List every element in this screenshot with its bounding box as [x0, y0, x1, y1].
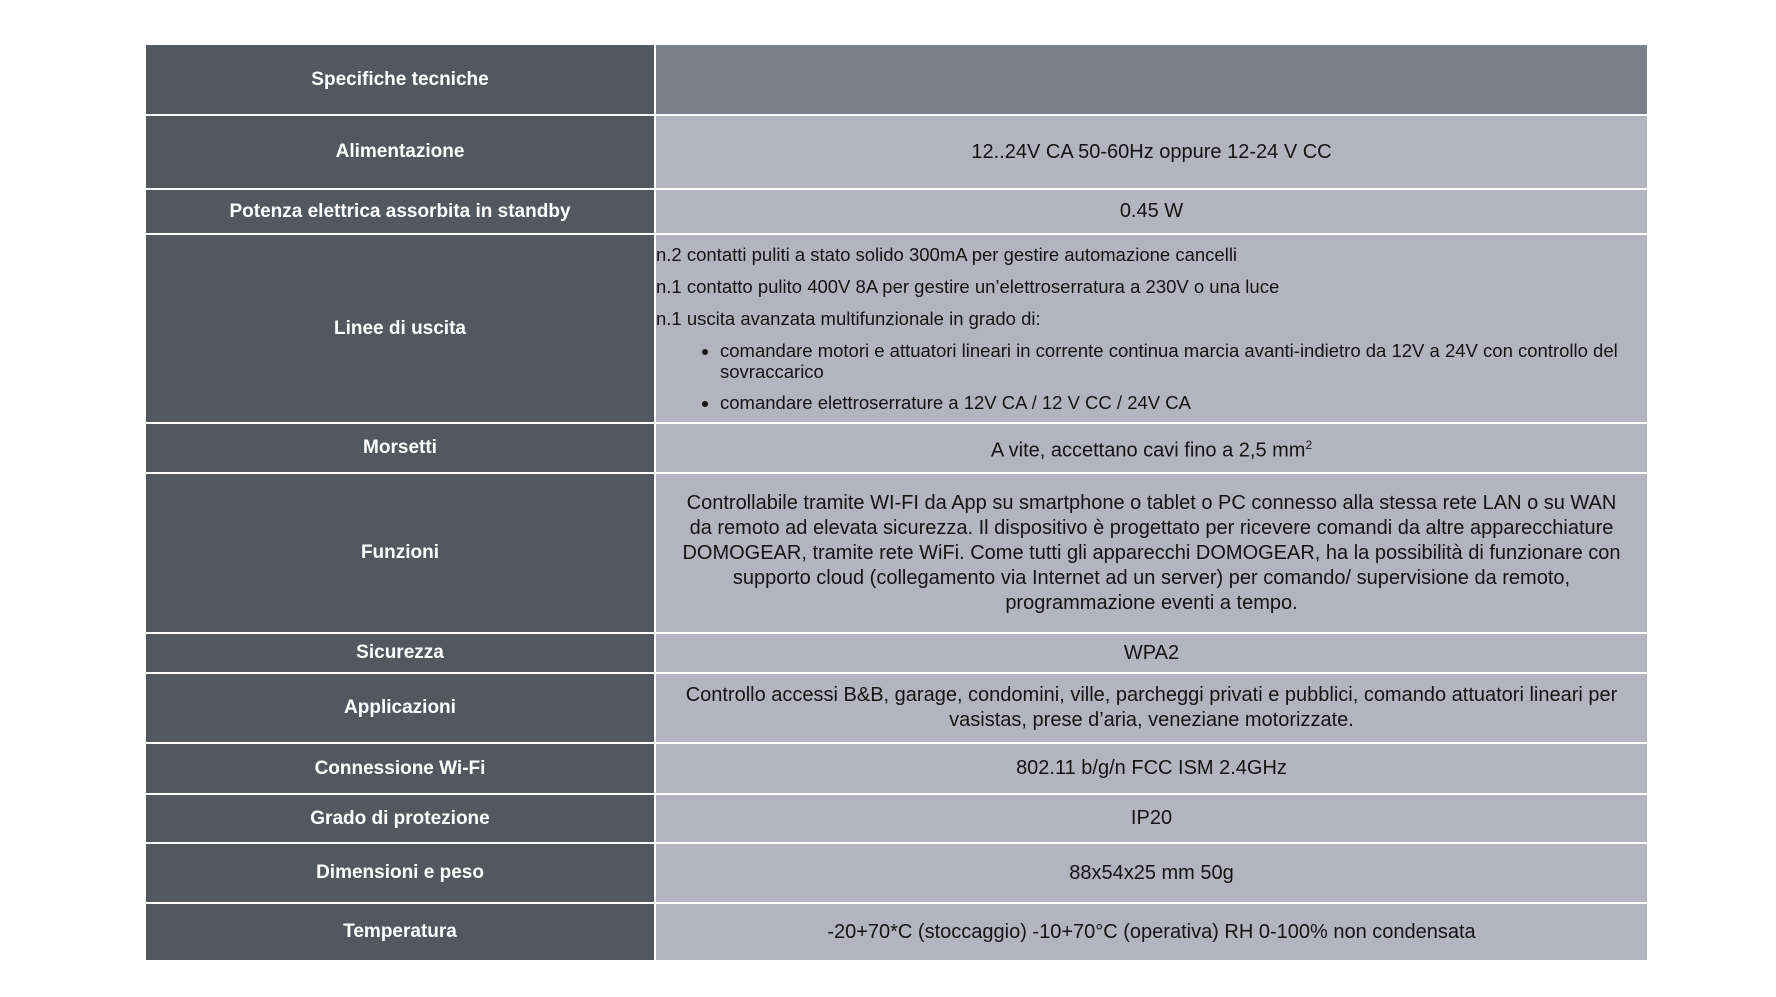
row-value: 0.45 W: [655, 189, 1648, 234]
list-item: • comandare elettroserrature a 12V CA / 12 V CC / 24V CA: [720, 392, 1647, 413]
row-value: 802.11 b/g/n FCC ISM 2.4GHz: [655, 743, 1648, 794]
row-dimensioni: [145, 843, 1648, 903]
output-line: n.1 contatto pulito 400V 8A per gestire un’elettroserratura a 230V o una luce: [656, 276, 1280, 297]
output-line: n.1 uscita avanzata multifunzionale in grado di:: [656, 308, 1041, 329]
row-value-list: [655, 234, 1648, 423]
row-label: Alimentazione: [145, 115, 655, 189]
row-label: Funzioni: [145, 473, 655, 633]
row-label: Linee di uscita: [145, 234, 655, 423]
row-funzioni: [145, 473, 1648, 633]
row-value: Controllo accessi B&B, garage, condomini, ville, parcheggi privati e pubblici, comando attuatori lineari per vasistas, prese d’aria, veneziane motorizzate.: [655, 673, 1648, 743]
row-value: IP20: [655, 794, 1648, 843]
row-sicurezza: [145, 633, 1648, 673]
row-applicazioni: [145, 673, 1648, 743]
row-value: [655, 423, 1648, 473]
spec-table: [144, 43, 1649, 962]
row-temperatura: [145, 903, 1648, 961]
row-label: Dimensioni e peso: [145, 843, 655, 903]
row-value: WPA2: [655, 633, 1648, 673]
row-linee-uscita: [145, 234, 1648, 423]
row-alimentazione: [145, 115, 1648, 189]
row-value: 88x54x25 mm 50g: [655, 843, 1648, 903]
row-label: Grado di protezione: [145, 794, 655, 843]
output-bullet-list: [656, 340, 1647, 413]
row-label: Potenza elettrica assorbita in standby: [145, 189, 655, 234]
row-label: Applicazioni: [145, 673, 655, 743]
superscript: 2: [1305, 437, 1313, 452]
header-value: [655, 44, 1648, 115]
table-header-row: [145, 44, 1648, 115]
row-value: 12..24V CA 50-60Hz oppure 12-24 V CC: [655, 115, 1648, 189]
row-protezione: [145, 794, 1648, 843]
row-value: Controllabile tramite WI-FI da App su smartphone o tablet o PC connesso alla stessa rete LAN o su WAN da remoto ad elevata sicurezza. Il dispositivo è progettato per ricevere comandi da altre apparecchiature DOMOGEAR, tramite rete WiFi. Come tutti gli apparecchi DOMOGEAR, ha la possibilità di funzionare con supporto cloud (collegamento via Internet ad un server) per comando/ supervisione da remoto, programmazione eventi a tempo.: [655, 473, 1648, 633]
output-line: n.2 contatti puliti a stato solido 300mA per gestire automazione cancelli: [656, 244, 1238, 265]
row-value: -20+70*C (stoccaggio) -10+70°C (operativa) RH 0-100% non condensata: [655, 903, 1648, 961]
row-label: Temperatura: [145, 903, 655, 961]
header-label: Specifiche tecniche: [145, 44, 655, 115]
row-wifi: [145, 743, 1648, 794]
row-label: Morsetti: [145, 423, 655, 473]
list-item: • comandare motori e attuatori lineari in corrente continua marcia avanti-indietro da 12V a 24V con controllo del sovraccarico: [720, 340, 1647, 382]
row-morsetti: [145, 423, 1648, 473]
row-potenza: [145, 189, 1648, 234]
value-text: A vite, accettano cavi fino a 2,5 mm: [990, 439, 1306, 462]
row-label: Connessione Wi-Fi: [145, 743, 655, 794]
row-label: Sicurezza: [145, 633, 655, 673]
